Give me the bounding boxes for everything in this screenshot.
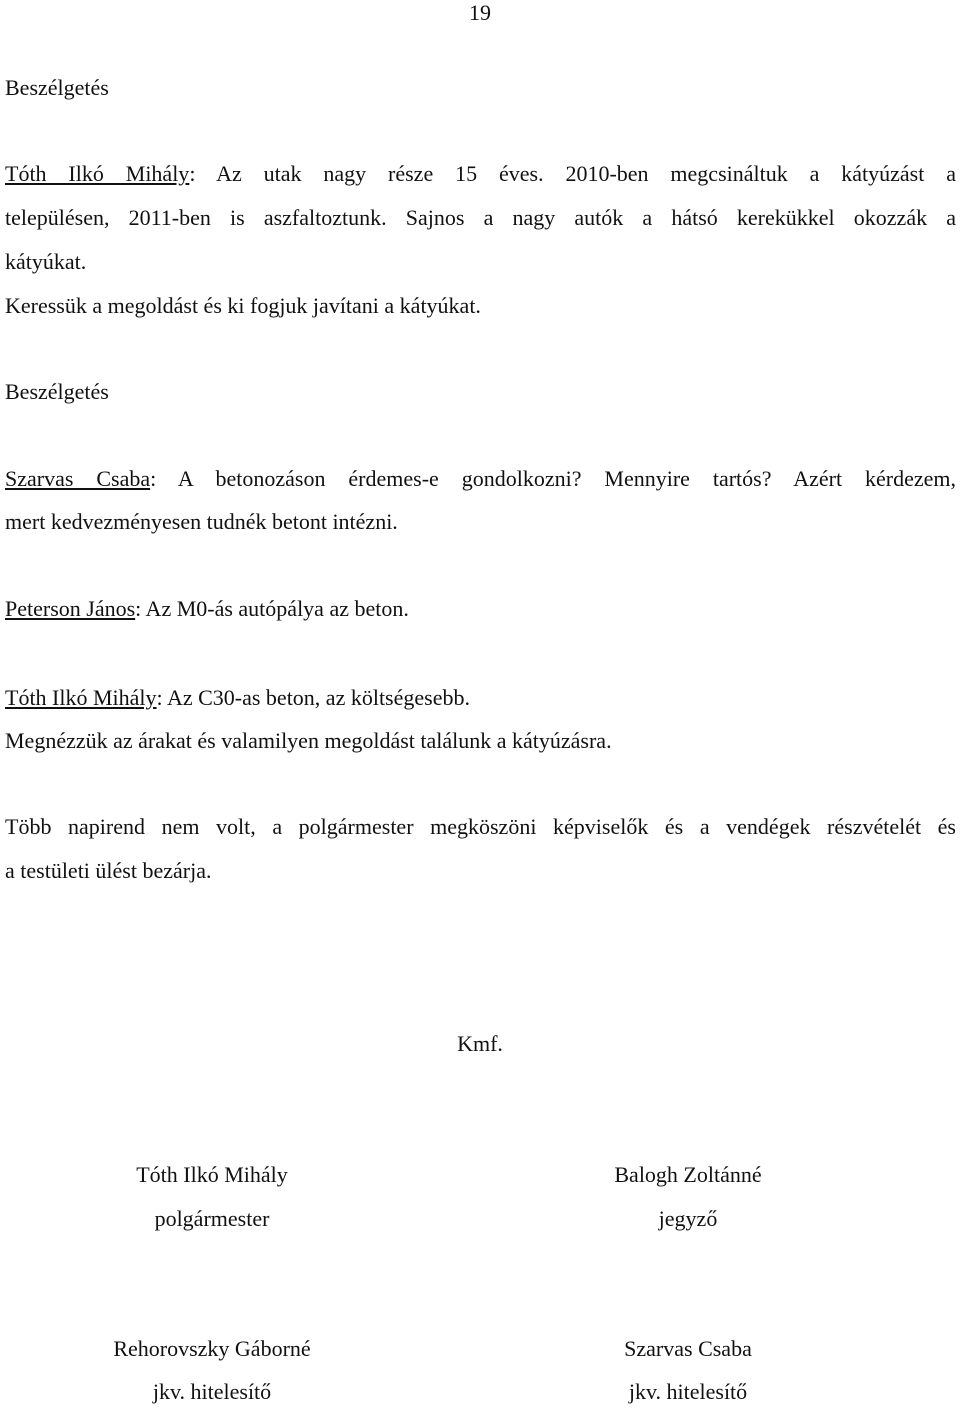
section-heading: Beszélgetés [5, 379, 109, 404]
paragraph-line: településen, 2011-ben is aszfaltoztunk. Sajnos a nagy autók a hátsó kerekükkel okozzák a [5, 205, 956, 230]
closing-line: Több napirend nem volt, a polgármester megköszöni képviselők és a vendégek részvételét és [5, 814, 956, 839]
closing-line: a testületi ülést bezárja. [5, 858, 212, 883]
paragraph-line: mert kedvezményesen tudnék betont intézni. [5, 509, 398, 534]
signature-name-mayor: Tóth Ilkó Mihály [136, 1162, 288, 1187]
page-number: 19 [469, 0, 491, 25]
authenticator-name-right: Szarvas Csaba [624, 1336, 752, 1361]
speaker-name: Szarvas Csaba [5, 466, 151, 491]
signature-name-notary: Balogh Zoltánné [614, 1162, 762, 1187]
authenticator-title-left: jkv. hitelesítő [152, 1379, 272, 1404]
speech-text: : Az utak nagy része 15 éves. 2010-ben megcsináltuk a kátyúzást a [189, 161, 956, 186]
kmf-label: Kmf. [457, 1031, 503, 1056]
authenticator-name-left: Rehorovszky Gáborné [113, 1336, 311, 1361]
paragraph-line [5, 685, 956, 711]
speaker-name: Peterson János [5, 596, 136, 621]
paragraph-line [5, 161, 956, 187]
speaker-name: Tóth Ilkó Mihály [5, 161, 190, 186]
speech-text: : A betonozáson érdemes-e gondolkozni? Mennyire tartós? Azért kérdezem, [150, 466, 956, 491]
paragraph-line [5, 466, 956, 492]
paragraph-line: kátyúkat. [5, 249, 87, 274]
speaker-name: Tóth Ilkó Mihály [5, 685, 157, 710]
speech-text: : Az M0-ás autópálya az beton. [135, 596, 409, 621]
section-heading: Beszélgetés [5, 75, 109, 100]
signature-title-mayor: polgármester [154, 1206, 270, 1231]
paragraph-line: Keressük a megoldást és ki fogjuk javítani a kátyúkat. [5, 293, 481, 318]
paragraph-line [5, 596, 956, 622]
speech-text: : Az C30-as beton, az költségesebb. [156, 685, 470, 710]
paragraph-line: Megnézzük az árakat és valamilyen megoldást találunk a kátyúzásra. [5, 728, 612, 753]
signature-title-notary: jegyző [658, 1206, 718, 1231]
authenticator-title-right: jkv. hitelesítő [628, 1379, 748, 1404]
